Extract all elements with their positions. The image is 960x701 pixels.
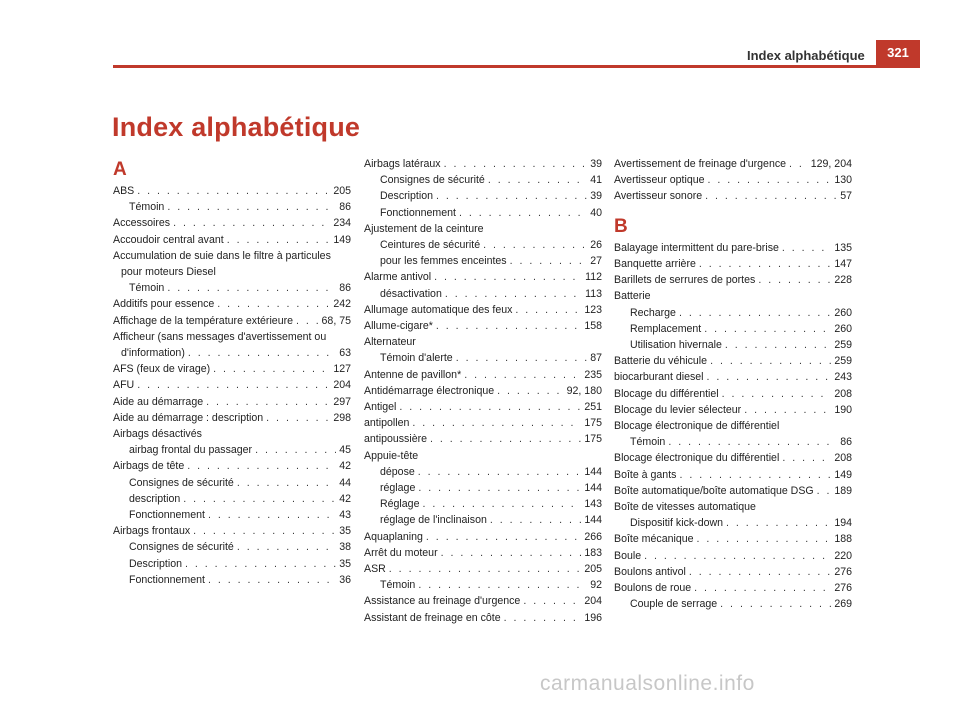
index-entry: Boîte automatique/boîte automatique DSG . . . 189 <box>614 483 852 499</box>
index-entry: antipollen . . . 175 <box>364 415 602 431</box>
index-entry: Avertissement de freinage d'urgence . . . 129, 204 <box>614 156 852 172</box>
index-entry: Antidémarrage électronique . . . 92, 180 <box>364 383 602 399</box>
index-entry: Airbags latéraux . . . 39 <box>364 156 602 172</box>
index-heading: Accumulation de suie dans le filtre à particules <box>113 249 331 262</box>
section-letter-b: B <box>614 215 628 237</box>
index-subentry: Consignes de sécurité . . . 44 <box>113 475 351 491</box>
index-heading: Alternateur <box>364 336 416 349</box>
index-subentry: Consignes de sécurité . . . 38 <box>113 539 351 555</box>
index-subentry: Fonctionnement . . . 43 <box>113 507 351 523</box>
index-heading: Airbags désactivés <box>113 428 202 441</box>
index-subentry: Ceintures de sécurité . . . 26 <box>364 237 602 253</box>
index-subentry: Témoin . . . 86 <box>113 199 351 215</box>
index-entry: Boîte mécanique . . . 188 <box>614 531 852 547</box>
index-subentry: réglage . . . 144 <box>364 480 602 496</box>
page-title: Index alphabétique <box>112 112 361 142</box>
index-entry: Batterie du véhicule . . . 259 <box>614 353 852 369</box>
index-entry: d'information) . . . 63 <box>113 345 351 361</box>
index-subentry: dépose . . . 144 <box>364 464 602 480</box>
index-subentry: Remplacement . . . 260 <box>614 321 852 337</box>
index-subentry: Témoin . . . 86 <box>614 434 852 450</box>
index-entry: Affichage de la température extérieure . . . 68, 75 <box>113 313 351 329</box>
index-subentry: Couple de serrage . . . 269 <box>614 596 852 612</box>
index-entry: Accoudoir central avant . . . 149 <box>113 232 351 248</box>
index-column-3 <box>614 156 852 612</box>
index-subentry: description . . . 42 <box>113 491 351 507</box>
index-subentry: Utilisation hivernale . . . 259 <box>614 337 852 353</box>
index-subentry: désactivation . . . 113 <box>364 286 602 302</box>
index-entry: Allumage automatique des feux . . . 123 <box>364 302 602 318</box>
index-entry: Aide au démarrage . . . 297 <box>113 394 351 410</box>
index-heading: Appuie-tête <box>364 449 419 462</box>
index-entry: Boîte à gants . . . 149 <box>614 467 852 483</box>
page-number-badge: 321 <box>876 40 920 65</box>
index-entry: Alarme antivol . . . 112 <box>364 269 602 285</box>
header-title: Index alphabétique <box>747 48 865 63</box>
index-subentry: airbag frontal du passager . . . 45 <box>113 442 351 458</box>
index-entry: Airbags frontaux . . . 35 <box>113 523 351 539</box>
index-subentry: Description . . . 35 <box>113 556 351 572</box>
index-column-2 <box>364 156 602 626</box>
header-rule <box>113 65 920 68</box>
watermark: carmanualsonline.info <box>540 672 755 695</box>
index-subentry: Témoin . . . 92 <box>364 577 602 593</box>
index-entry: Airbags de tête . . . 42 <box>113 458 351 474</box>
index-subentry: Fonctionnement . . . 40 <box>364 205 602 221</box>
index-subentry: Réglage . . . 143 <box>364 496 602 512</box>
index-entry: Assistance au freinage d'urgence . . . 204 <box>364 593 602 609</box>
section-letter-a: A <box>113 159 127 180</box>
index-entry: Assistant de freinage en côte . . . 196 <box>364 610 602 626</box>
index-entry: Avertisseur optique . . . 130 <box>614 172 852 188</box>
index-subentry: Témoin . . . 86 <box>113 280 351 296</box>
index-entry: ASR . . . 205 <box>364 561 602 577</box>
index-subentry: Consignes de sécurité . . . 41 <box>364 172 602 188</box>
index-subentry: Description . . . 39 <box>364 188 602 204</box>
index-entry: antipoussière . . . 175 <box>364 431 602 447</box>
index-entry: Boulons antivol . . . 276 <box>614 564 852 580</box>
index-subentry: pour les femmes enceintes . . . 27 <box>364 253 602 269</box>
index-heading: Batterie <box>614 290 651 303</box>
index-entry: Arrêt du moteur . . . 183 <box>364 545 602 561</box>
index-heading-continuation: pour moteurs Diesel <box>121 266 216 279</box>
index-entry: AFU . . . 204 <box>113 377 351 393</box>
index-entry: Balayage intermittent du pare-brise . . . 135 <box>614 240 852 256</box>
index-subentry: Dispositif kick-down . . . 194 <box>614 515 852 531</box>
index-entry: Additifs pour essence . . . 242 <box>113 296 351 312</box>
index-entry: Boulons de roue . . . 276 <box>614 580 852 596</box>
index-entry: Boule . . . 220 <box>614 548 852 564</box>
index-entry: Allume-cigare* . . . 158 <box>364 318 602 334</box>
index-heading: Ajustement de la ceinture <box>364 222 484 235</box>
index-entry: Blocage électronique du différentiel . . . 208 <box>614 450 852 466</box>
index-entry: Aquaplaning . . . 266 <box>364 529 602 545</box>
index-column-1 <box>113 156 351 588</box>
index-entry: ABS . . . 205 <box>113 183 351 199</box>
index-entry: biocarburant diesel . . . 243 <box>614 369 852 385</box>
index-heading: Afficheur (sans messages d'avertissement ou <box>113 330 327 343</box>
index-subentry: réglage de l'inclinaison . . . 144 <box>364 512 602 528</box>
index-entry: Barillets de serrures de portes . . . 228 <box>614 272 852 288</box>
index-subentry: Fonctionnement . . . 36 <box>113 572 351 588</box>
index-entry: Blocage du levier sélecteur . . . 190 <box>614 402 852 418</box>
index-entry: AFS (feux de virage) . . . 127 <box>113 361 351 377</box>
index-entry: Avertisseur sonore . . . 57 <box>614 188 852 204</box>
index-heading: Boîte de vitesses automatique <box>614 501 756 514</box>
index-entry: Accessoires . . . 234 <box>113 215 351 231</box>
index-entry: Blocage du différentiel . . . 208 <box>614 386 852 402</box>
index-subentry: Témoin d'alerte . . . 87 <box>364 350 602 366</box>
index-entry: Aide au démarrage : description . . . 298 <box>113 410 351 426</box>
index-entry: Antenne de pavillon* . . . 235 <box>364 367 602 383</box>
index-heading: Blocage électronique de différentiel <box>614 420 780 433</box>
index-entry: Antigel . . . 251 <box>364 399 602 415</box>
index-subentry: Recharge . . . 260 <box>614 305 852 321</box>
index-entry: Banquette arrière . . . 147 <box>614 256 852 272</box>
